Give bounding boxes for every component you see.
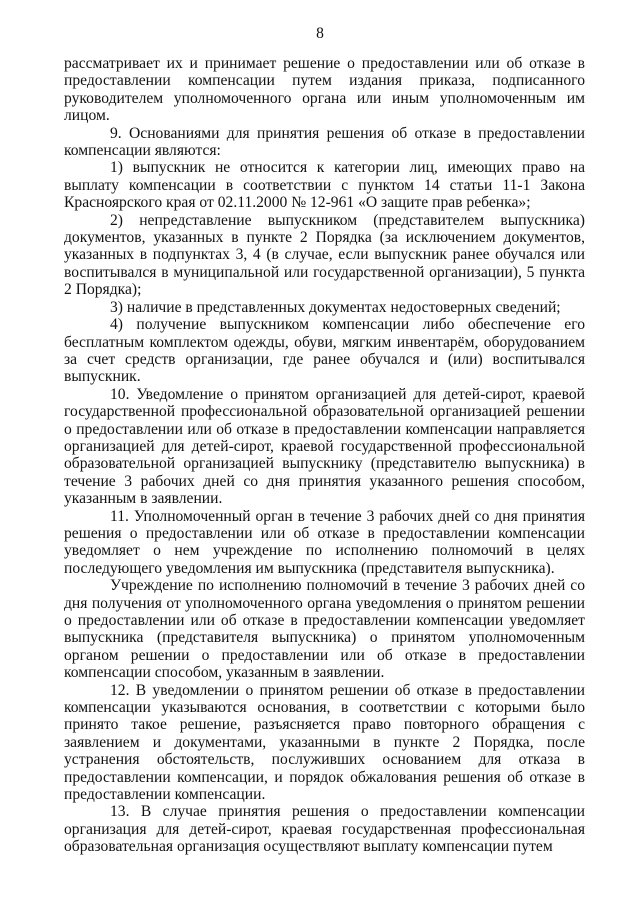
paragraph: 2) непредставление выпускником (представителем выпускника) документов, указанных в пункте 2 Порядка (за исключением документов, указанных в подпунктах 3, 4 (в случае, если выпускник ранее обучался или воспитывался в муниципальной или государственной организации), 5 пункта 2 Порядка); [64, 211, 585, 299]
paragraph: 9. Основаниями для принятия решения об отказе в предоставлении компенсации являются: [64, 124, 585, 160]
paragraph: рассматривает их и принимает решение о предоставлении или об отказе в предоставлении компенсации путем издания приказа, подписанного руководителем уполномоченного органа или иным уполномоченным им лицом. [64, 55, 585, 125]
paragraph: 1) выпускник не относится к категории лиц, имеющих право на выплату компенсации в соответствии с пунктом 14 статьи 11-1 Закона Красноярского края от 02.11.2000 № 12-961 «О защите прав ребенка»; [64, 159, 585, 212]
paragraph: 11. Уполномоченный орган в течение 3 рабочих дней со дня принятия решения о предоставлении или об отказе в предоставлении компенсации уведомляет о нем учреждение по исполнению полномочий в целях последующего уведомления им выпускника (представителя выпускника). [64, 507, 585, 577]
paragraph: 12. В уведомлении о принятом решении об отказе в предоставлении компенсации указываются основания, в соответствии с которыми было принято такое решение, разъясняется право повторного обращения с заявлением и документами, указанными в пункте 2 Порядка, после устранения обстоятельств, послуживших основанием для отказа в предоставлении компенсации, и порядок обжалования решения об отказе в предоставлении компенсации. [64, 681, 585, 804]
paragraph: 3) наличие в представленных документах недостоверных сведений; [110, 298, 561, 316]
paragraph: Учреждение по исполнению полномочий в течение 3 рабочих дней со дня получения от уполномоченного органа уведомления о принятом решении о предоставлении или об отказе в предоставлении компенсации уведомляет выпускника (представителя выпускника) о принятом уполномоченным органом решении о предоставлении или об отказе в предоставлении компенсации способом, указанным в заявлении. [64, 577, 585, 682]
document-body [64, 55, 585, 856]
paragraph: 13. В случае принятия решения о предоставлении компенсации организация для детей-сирот, краевая государственная профессиональная образовательная организация осуществляют выплату компенсации путем [64, 803, 585, 856]
page-number: 8 [316, 25, 324, 42]
paragraph: 4) получение выпускником компенсации либо обеспечение его бесплатным комплектом одежды, обуви, мягким инвентарём, оборудованием за счет средств организации, где ранее обучался и (или) воспитывался выпускник. [64, 316, 585, 386]
paragraph: 10. Уведомление о принятом организацией для детей-сирот, краевой государственной профессиональной образовательной организацией решении о предоставлении или об отказе в предоставлении компенсации направляется организацией для детей-сирот, краевой государственной профессиональной образовательной организацией выпускнику (представителю выпускника) в течение 3 рабочих дней со дня принятия указанного решения способом, указанным в заявлении. [64, 385, 585, 508]
